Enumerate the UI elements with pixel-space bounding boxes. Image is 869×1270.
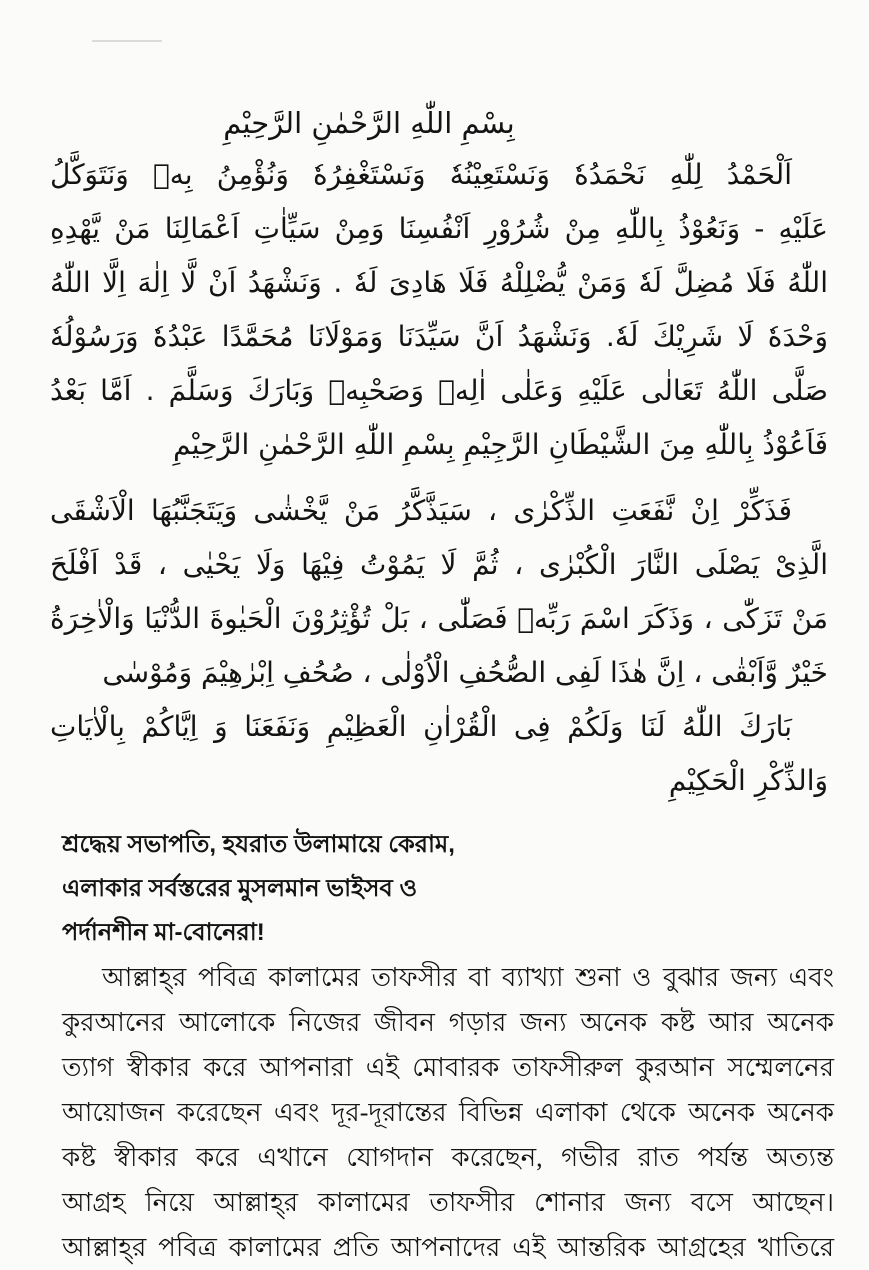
paragraph-line: আল্লাহ্‌র পবিত্র কালামের তাফসীর বা ব্যাখ্যা শুনা ও বুঝার জন্য এবং bbox=[102, 963, 834, 992]
surah-line: مَنْ تَزَكّٰى ، وَذَكَرَ اسْمَ رَبِّهٖ فَصَلّٰى ، بَلْ تُؤْثِرُوْنَ الْحَيٰوةَ الدُّنْيَا وَالْاٰخِرَةُ bbox=[50, 602, 828, 635]
scan-artifact bbox=[92, 40, 162, 42]
arabic-line: وَحْدَهٗ لَا شَرِيْكَ لَهٗ. وَنَشْهَدُ اَنَّ سَيِّدَنَا وَمَوْلَانَا مُحَمَّدًا عَبْدُهٗ وَرَسُوْلُهٗ bbox=[50, 320, 828, 353]
address-line: শ্রদ্ধেয় সভাপতি, হযরাত উলামায়ে কেরাম, bbox=[62, 831, 455, 858]
arabic-line: اَلْحَمْدُ لِلّٰهِ نَحْمَدُهٗ وَنَسْتَعِيْنُهٗ وَنَسْتَغْفِرُهٗ وَنُؤْمِنُ بِهٖ وَنَتَوَكَّلُ bbox=[50, 158, 792, 191]
audience-address bbox=[62, 823, 455, 955]
surah-line: خَيْرٌ وَّاَبْقٰى ، اِنَّ هٰذَا لَفِى الصُّحُفِ الْاُوْلٰى ، صُحُفِ اِبْرٰهِيْمَ وَمُوْسٰى bbox=[102, 656, 828, 689]
closing-dua-line: وَالذِّكْرِ الْحَكِيْمِ bbox=[668, 764, 828, 797]
surah-line: الَّذِىْ يَصْلَى النَّارَ الْكُبْرٰى ، ثُمَّ لَا يَمُوْتُ فِيْهَا وَلَا يَحْيٰى ، قَدْ اَفْلَحَ bbox=[50, 548, 828, 581]
surah-line: فَذَكِّرْ اِنْ نَّفَعَتِ الذِّكْرٰى ، سَيَذَّكَّرُ مَنْ يَّخْشٰى وَيَتَجَنَّبُهَا الْاَشْقَى bbox=[50, 494, 792, 527]
address-line: পর্দানশীন মা-বোনেরা! bbox=[62, 919, 265, 946]
arabic-line: صَلَّى اللّٰهُ تَعَالٰى عَلَيْهِ وَعَلٰى اٰلِهٖ وَصَحْبِهٖ وَبَارَكَ وَسَلَّمَ . اَمَّا بَعْدُ bbox=[50, 374, 828, 407]
paragraph-line: ত্যাগ স্বীকার করে আপনারা এই মোবারক তাফসীরুল কুরআন সম্মেলনের bbox=[62, 1053, 834, 1082]
arabic-line: اللّٰهُ فَلَا مُضِلَّ لَهٗ وَمَنْ يُّضْلِلْهُ فَلَا هَادِىَ لَهٗ . وَنَشْهَدُ اَنْ لَّا اِلٰهَ اِلَّا اللّٰهُ bbox=[50, 266, 828, 299]
arabic-line: فَاَعُوْذُ بِاللّٰهِ مِنَ الشَّيْطَانِ الرَّجِيْمِ بِسْمِ اللّٰهِ الرَّحْمٰنِ الرَّحِيْمِ bbox=[173, 428, 828, 461]
paragraph-line: কুরআনের আলোকে নিজের জীবন গড়ার জন্য অনেক কষ্ট আর অনেক bbox=[62, 1008, 834, 1037]
bismillah-heading: بِسْمِ اللّٰهِ الرَّحْمٰنِ الرَّحِيْمِ bbox=[223, 106, 515, 140]
arabic-line: عَلَيْهِ - وَنَعُوْذُ بِاللّٰهِ مِنْ شُرُوْرِ اَنْفُسِنَا وَمِنْ سَيِّاٰتِ اَعْمَالِنَا مَنْ يَّهْدِهِ bbox=[50, 212, 828, 245]
address-line: এলাকার সর্বস্তরের মুসলমান ভাইসব ও bbox=[62, 875, 418, 902]
paragraph-line: আল্লাহ্‌র পবিত্র কালামের প্রতি আপনাদের এই আন্তরিক আগ্রহের খাতিরে bbox=[62, 1233, 834, 1262]
paragraph-line: আয়োজন করেছেন এবং দূর-দূরান্তের বিভিন্ন এলাকা থেকে অনেক অনেক bbox=[62, 1098, 834, 1127]
arabic-khutbah bbox=[50, 98, 828, 808]
closing-dua-line: بَارَكَ اللّٰهُ لَنَا وَلَكُمْ فِى الْقُرْاٰنِ الْعَظِيْمِ وَنَفَعَنَا وَ اِيَّاكُمْ بِالْاٰيَاتِ bbox=[50, 710, 792, 743]
paragraph-line: কষ্ট স্বীকার করে এখানে যোগদান করেছেন, গভীর রাত পর্যন্ত অত্যন্ত bbox=[62, 1143, 834, 1172]
paragraph-line: আগ্রহ নিয়ে আল্লাহ্‌র কালামের তাফসীর শোনার জন্য বসে আছেন। bbox=[62, 1188, 834, 1217]
body-paragraph bbox=[62, 955, 834, 1270]
